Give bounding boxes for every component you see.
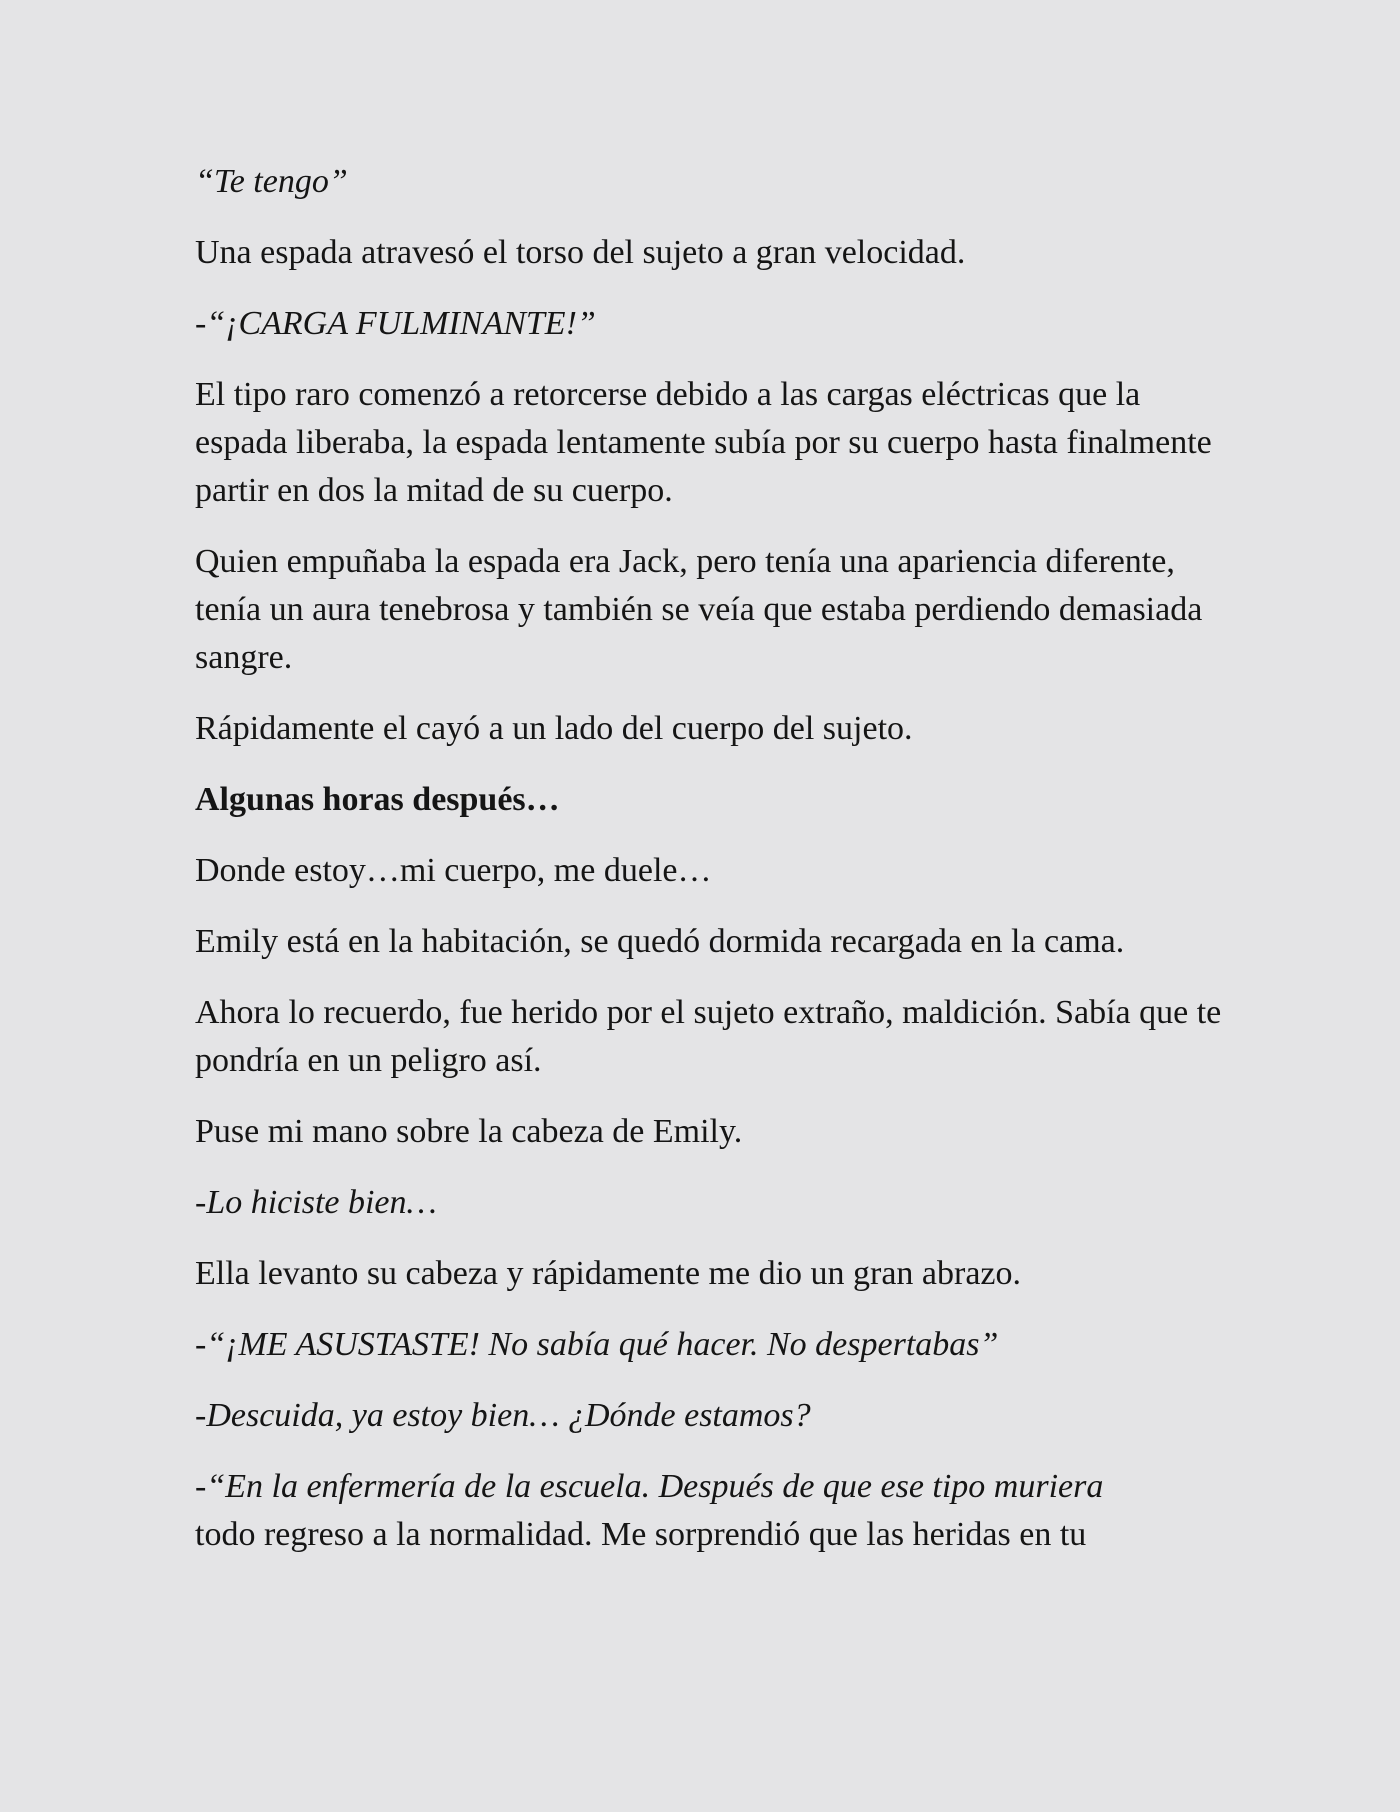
paragraph: -“¡CARGA FULMINANTE!”	[195, 305, 596, 342]
dialogue-line: -“¡ME ASUSTASTE! No sabía qué hacer. No despertabas”	[195, 1326, 999, 1363]
paragraph: Ahora lo recuerdo, fue herido por el sujeto extraño, maldición. Sabía que te pondría en un peligro así.	[195, 994, 1222, 1079]
paragraph: El tipo raro comenzó a retorcerse debido a las cargas eléctricas que la espada liberaba, la espada lentamente subía por su cuerpo hasta finalmente partir en dos la mitad de su cuerpo.	[195, 376, 1212, 509]
section-heading: Algunas horas después…	[195, 781, 560, 818]
dialogue-line: -“En la enfermería de la escuela. Después de que ese tipo muriera	[195, 1468, 1104, 1505]
paragraph: Quien empuñaba la espada era Jack, pero tenía una apariencia diferente, tenía un aura tenebrosa y también se veía que estaba perdiendo demasiada sangre.	[195, 543, 1203, 676]
dialogue-line: -Descuida, ya estoy bien… ¿Dónde estamos?	[195, 1397, 811, 1434]
paragraph: Ella levanto su cabeza y rápidamente me dio un gran abrazo.	[195, 1255, 1022, 1292]
paragraph	[195, 1463, 1240, 1559]
dialogue-line: -Lo hiciste bien…	[195, 1184, 437, 1221]
paragraph: Rápidamente el cayó a un lado del cuerpo del sujeto.	[195, 710, 913, 747]
paragraph: “Te tengo”	[195, 163, 348, 200]
narration-line: todo regreso a la normalidad. Me sorprendió que las heridas en tu	[195, 1516, 1087, 1553]
document-body	[195, 158, 1240, 1582]
paragraph: Emily está en la habitación, se quedó dormida recargada en la cama.	[195, 923, 1125, 960]
paragraph: Una espada atravesó el torso del sujeto a gran velocidad.	[195, 234, 966, 271]
paragraph: Donde estoy…mi cuerpo, me duele…	[195, 852, 712, 889]
paragraph: Puse mi mano sobre la cabeza de Emily.	[195, 1113, 743, 1150]
